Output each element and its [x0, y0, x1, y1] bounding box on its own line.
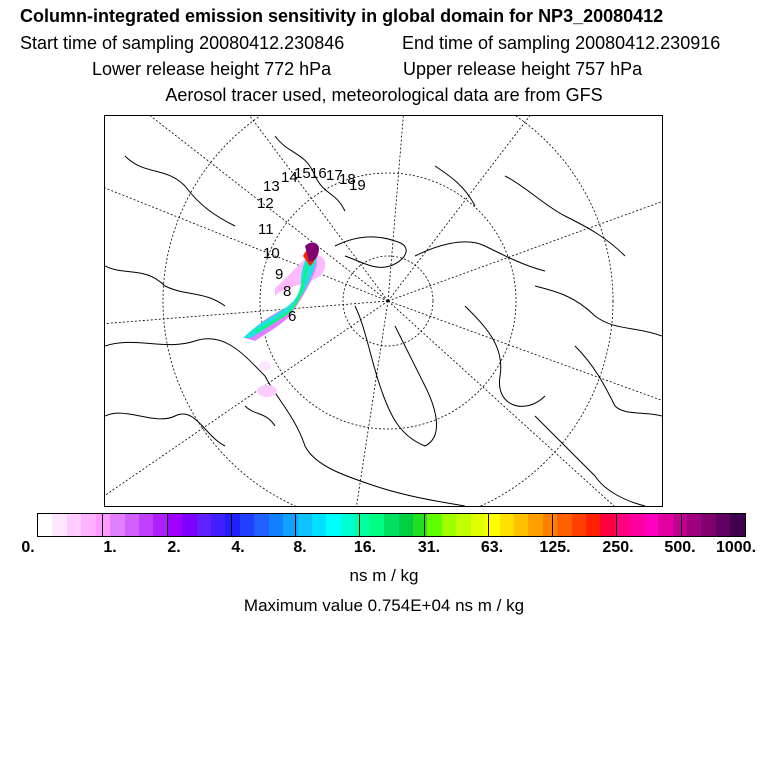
color-scale-cell: [629, 514, 643, 536]
color-scale-cell: [110, 514, 124, 536]
color-scale-cell: [557, 514, 571, 536]
color-scale-cell: [81, 514, 95, 536]
color-scale-cell: [701, 514, 715, 536]
color-scale-cell: [500, 514, 514, 536]
scale-tick: 500.: [664, 539, 696, 556]
map-title: Column-integrated emission sensitivity in global domain for NP3_20080412: [20, 6, 664, 26]
color-scale-cell: [168, 514, 182, 536]
color-scale-divider: [295, 514, 296, 536]
color-scale-divider: [359, 514, 360, 536]
color-scale-cell: [197, 514, 211, 536]
traj-label: 13: [263, 178, 280, 195]
color-scale-cell: [572, 514, 586, 536]
color-scale-cell: [298, 514, 312, 536]
tracer-info: Aerosol tracer used, meteorological data are from GFS: [165, 85, 603, 105]
traj-label: 14: [281, 169, 298, 186]
traj-label: 16: [310, 165, 327, 182]
traj-label: 9: [275, 266, 284, 283]
color-scale-cell: [52, 514, 66, 536]
scale-tick: 2.: [167, 539, 181, 556]
color-scale-cell: [67, 514, 81, 536]
color-scale-cell: [471, 514, 485, 536]
lower-release-label: Lower release height 772 hPa: [92, 59, 332, 79]
color-scale-divider: [488, 514, 489, 536]
scale-tick: 31.: [417, 539, 441, 556]
color-scale-cell: [269, 514, 283, 536]
traj-label: 15: [294, 165, 311, 182]
color-scale-cell: [384, 514, 398, 536]
color-scale-divider: [167, 514, 168, 536]
color-scale-cell: [240, 514, 254, 536]
traj-label: 18: [339, 171, 356, 188]
color-scale-divider: [424, 514, 425, 536]
color-scale-divider: [745, 514, 746, 536]
sensitivity-plume: [243, 242, 325, 397]
color-scale-cell: [139, 514, 153, 536]
traj-label: 10: [263, 245, 280, 262]
scale-tick: 4.: [231, 539, 245, 556]
polar-map: [105, 116, 662, 506]
color-scale-cell: [543, 514, 557, 536]
color-scale-cell: [355, 514, 369, 536]
maximum-value-label: Maximum value 0.754E+04 ns m / kg: [243, 596, 525, 615]
color-scale-bar: [37, 513, 746, 537]
color-scale-cell: [730, 514, 744, 536]
color-scale-cell: [413, 514, 427, 536]
end-time-label: End time of sampling 20080412.230916: [402, 33, 721, 53]
scale-tick: 125.: [539, 539, 571, 556]
color-scale-divider: [681, 514, 682, 536]
color-scale-cell: [254, 514, 268, 536]
color-scale-cell: [225, 514, 239, 536]
scale-tick: 250.: [602, 539, 634, 556]
color-scale-cell: [399, 514, 413, 536]
color-scale-cell: [341, 514, 355, 536]
traj-label: 11: [258, 221, 274, 238]
coastlines: [105, 136, 662, 506]
color-scale-cell: [427, 514, 441, 536]
scale-unit-label: ns m / kg: [349, 566, 419, 585]
traj-label: 19: [349, 177, 366, 194]
color-scale-cell: [312, 514, 326, 536]
color-scale-cell: [600, 514, 614, 536]
traj-label: 6: [288, 308, 297, 325]
color-scale-cell: [658, 514, 672, 536]
map-panel: [104, 115, 663, 507]
color-scale-cell: [514, 514, 528, 536]
color-scale-cell: [370, 514, 384, 536]
color-scale-cell: [182, 514, 196, 536]
traj-label: 17: [326, 167, 343, 184]
traj-label: 12: [257, 195, 274, 212]
color-scale-divider: [231, 514, 232, 536]
color-scale-divider: [616, 514, 617, 536]
scale-tick: 8.: [293, 539, 307, 556]
start-time-label: Start time of sampling 20080412.230846: [20, 33, 345, 53]
color-scale-cell: [456, 514, 470, 536]
graticule: [105, 116, 662, 506]
color-scale-cell: [211, 514, 225, 536]
scale-tick: 0.: [21, 539, 35, 556]
color-scale-cell: [326, 514, 340, 536]
color-scale-cell: [687, 514, 701, 536]
color-scale-cell: [528, 514, 542, 536]
color-scale-cell: [716, 514, 730, 536]
color-scale-cell: [125, 514, 139, 536]
color-scale-cell: [644, 514, 658, 536]
scale-tick: 63.: [480, 539, 504, 556]
upper-release-label: Upper release height 757 hPa: [403, 59, 643, 79]
scale-tick: 1.: [103, 539, 117, 556]
traj-label: 8: [283, 283, 292, 300]
color-scale-divider: [552, 514, 553, 536]
color-scale-cell: [442, 514, 456, 536]
color-scale-cell: [38, 514, 52, 536]
color-scale-divider: [102, 514, 103, 536]
color-scale-cell: [586, 514, 600, 536]
scale-tick: 1000.: [715, 539, 757, 556]
scale-tick: 16.: [353, 539, 377, 556]
